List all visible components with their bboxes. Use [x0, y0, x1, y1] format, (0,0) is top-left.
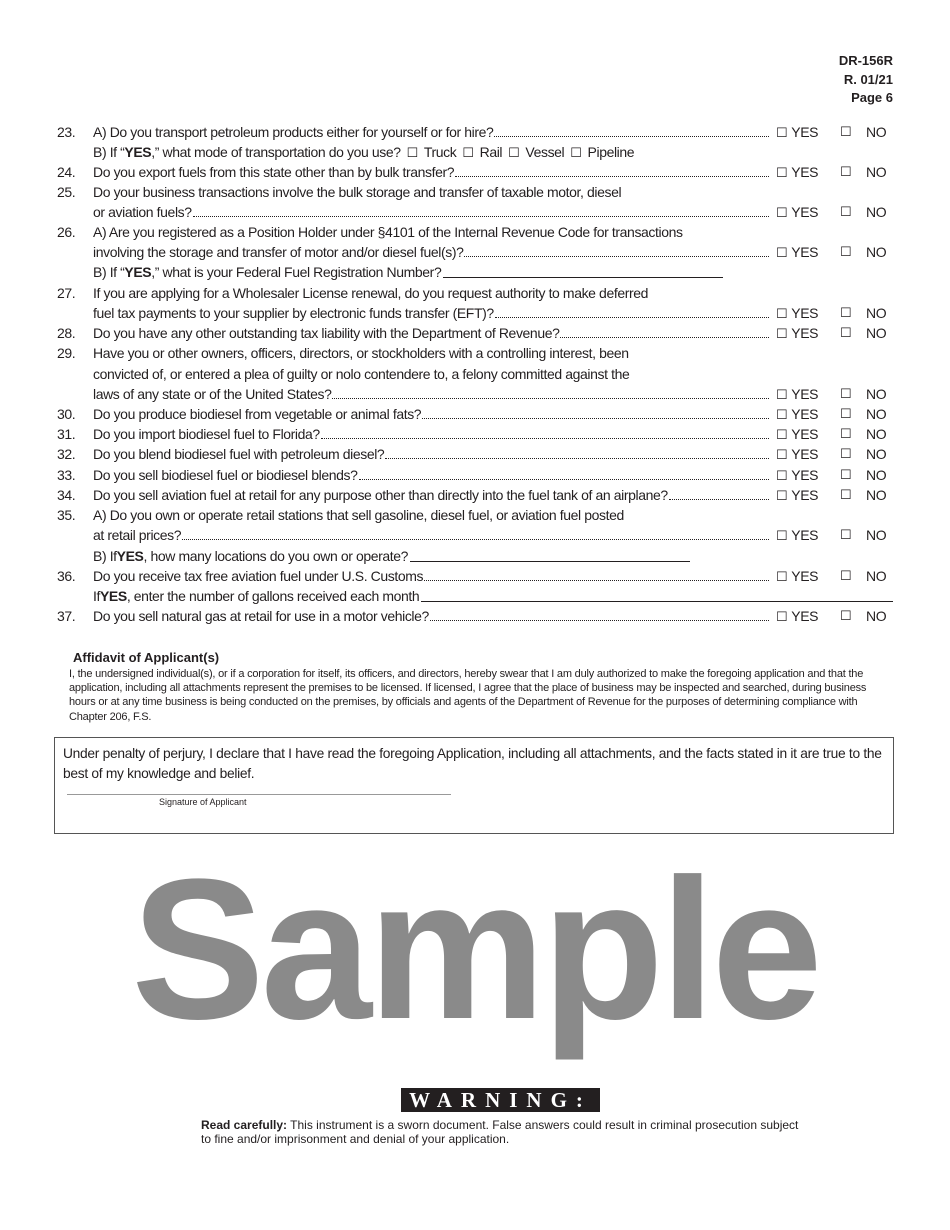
- yes-label: YES: [791, 487, 819, 503]
- no-label: NO: [866, 426, 887, 442]
- question-text-part: B) If: [93, 548, 117, 564]
- yes-label: YES: [791, 568, 819, 584]
- question-row: [0, 303, 950, 323]
- yes-checkbox-icon[interactable]: ☐: [776, 387, 788, 402]
- question-text: [93, 303, 770, 323]
- question-number: 28.: [57, 325, 76, 341]
- no-checkbox-icon[interactable]: ☐: [840, 608, 852, 623]
- question-text-part: Do you sell aviation fuel at retail for any purpose other than directly into the fuel tank of an airplane?: [93, 487, 668, 503]
- no-label: NO: [866, 164, 887, 180]
- question-text: [93, 546, 770, 566]
- dot-leader: [332, 384, 769, 399]
- question-text-part: B) If “: [93, 144, 125, 160]
- yes-option[interactable]: [776, 404, 818, 425]
- question-text-part: If you are applying for a Wholesaler License renewal, do you request authority to make deferred: [93, 285, 648, 301]
- no-label: NO: [866, 446, 887, 462]
- question-text-part: convicted of, or entered a plea of guilty or nolo contendere to, a felony committed against the: [93, 366, 630, 382]
- question-text: [93, 606, 770, 626]
- question-row: [0, 122, 950, 142]
- dot-leader: [669, 485, 769, 500]
- yes-label: YES: [791, 446, 819, 462]
- no-checkbox-icon[interactable]: ☐: [840, 204, 852, 219]
- no-checkbox-icon[interactable]: ☐: [840, 426, 852, 441]
- question-row: [0, 465, 950, 485]
- yes-option[interactable]: [776, 303, 818, 324]
- yes-label: YES: [791, 426, 819, 442]
- yes-option[interactable]: [776, 606, 818, 627]
- yes-checkbox-icon[interactable]: ☐: [776, 609, 788, 624]
- question-text-part: Do you blend biodiesel fuel with petroleum diesel?: [93, 446, 385, 462]
- question-text-part: Do you sell biodiesel fuel or biodiesel blends?: [93, 467, 358, 483]
- yes-option[interactable]: [776, 485, 818, 506]
- question-text-bold: YES: [124, 144, 152, 160]
- question-text: [93, 323, 770, 343]
- question-text-part: Do you export fuels from this state other than by bulk transfer?: [93, 164, 455, 180]
- question-row: [0, 525, 950, 545]
- question-text: [93, 444, 770, 464]
- mode-label: Truck: [423, 144, 457, 160]
- question-text-part: If: [93, 588, 100, 604]
- yes-option[interactable]: [776, 566, 818, 587]
- yes-option[interactable]: [776, 323, 818, 344]
- question-text-part: Do your business transactions involve the bulk storage and transfer of taxable motor, diesel: [93, 184, 622, 200]
- no-label: NO: [866, 244, 887, 260]
- question-text-part: laws of any state or of the United States?: [93, 386, 332, 402]
- answer-blank-field[interactable]: [421, 586, 893, 602]
- question-row: [0, 566, 950, 586]
- question-text-part: ,” what mode of transportation do you use?: [151, 144, 401, 160]
- question-row: [0, 364, 950, 384]
- checkbox-icon[interactable]: ☐: [570, 145, 582, 160]
- no-checkbox-icon[interactable]: ☐: [840, 164, 852, 179]
- question-text-part: , how many locations do you own or operate?: [143, 548, 409, 564]
- question-number: 23.: [57, 124, 76, 140]
- question-text-part: at retail prices?: [93, 527, 182, 543]
- question-row: [0, 606, 950, 626]
- checkbox-icon[interactable]: ☐: [508, 145, 520, 160]
- dot-leader: [495, 303, 769, 318]
- question-row: [0, 384, 950, 404]
- form-number: DR-156R: [838, 53, 893, 68]
- question-row: [0, 222, 950, 242]
- question-row: [0, 485, 950, 505]
- question-number: 29.: [57, 345, 76, 361]
- yes-checkbox-icon[interactable]: ☐: [776, 245, 788, 260]
- no-label: NO: [866, 386, 887, 402]
- question-text-part: Have you or other owners, officers, directors, or stockholders with a controlling interest, been: [93, 345, 629, 361]
- question-text: [93, 404, 770, 424]
- question-text: [93, 222, 770, 242]
- question-row: [0, 182, 950, 202]
- dot-leader: [494, 122, 769, 137]
- question-number: 25.: [57, 184, 76, 200]
- yes-label: YES: [791, 244, 819, 260]
- no-checkbox-icon[interactable]: ☐: [840, 325, 852, 340]
- question-row: [0, 323, 950, 343]
- yes-label: YES: [791, 608, 819, 624]
- question-row: [0, 404, 950, 424]
- yes-option[interactable]: [776, 424, 818, 445]
- form-header: [839, 52, 893, 108]
- yes-label: YES: [791, 527, 819, 543]
- yes-label: YES: [791, 305, 819, 321]
- checkbox-icon[interactable]: ☐: [406, 145, 418, 160]
- question-text: [93, 525, 770, 545]
- question-row: [0, 262, 950, 282]
- sample-watermark: Sample: [131, 838, 819, 1061]
- question-text-part: A) Do you own or operate retail stations that sell gasoline, diesel fuel, or aviation fuel posted: [93, 507, 624, 523]
- question-row: [0, 283, 950, 303]
- dot-leader: [455, 162, 769, 177]
- no-label: NO: [866, 487, 887, 503]
- question-number: 32.: [57, 446, 76, 462]
- question-row: [0, 162, 950, 182]
- question-text-part: or aviation fuels?: [93, 204, 192, 220]
- declaration-text: Under penalty of perjury, I declare that I have read the foregoing Application, including all attachments, and the facts stated in it are true to the best of my knowledge and belief.: [63, 746, 882, 781]
- question-number: 27.: [57, 285, 76, 301]
- yes-checkbox-icon[interactable]: ☐: [776, 468, 788, 483]
- question-text-part: fuel tax payments to your supplier by electronic funds transfer (EFT)?: [93, 305, 494, 321]
- question-row: [0, 343, 950, 363]
- question-text-part: Do you import biodiesel fuel to Florida?: [93, 426, 320, 442]
- dot-leader: [422, 404, 769, 419]
- mode-label: Rail: [479, 144, 503, 160]
- question-number: 37.: [57, 608, 76, 624]
- question-text: [93, 505, 770, 525]
- question-number: 31.: [57, 426, 76, 442]
- yes-checkbox-icon[interactable]: ☐: [776, 306, 788, 321]
- no-checkbox-icon[interactable]: ☐: [840, 467, 852, 482]
- no-label: NO: [866, 204, 887, 220]
- question-text: [93, 283, 770, 303]
- affidavit-text: I, the undersigned individual(s), or if a corporation for itself, its officers, and directors, hereby swear that I am duly authorized to make the foregoing application and that the application, including all attachments represent the premises to be licensed. If licensed, I agree that the place of business may be inspected and searched, during business hours or at any time business is being conducted on the premises, by officials and agents of the Department of Revenue for the purposes of determining compliance with Chapter 206, F.S.: [69, 668, 867, 723]
- question-text: [93, 384, 770, 404]
- no-label: NO: [866, 124, 887, 140]
- question-text-part: Do you produce biodiesel from vegetable or animal fats?: [93, 406, 422, 422]
- question-row: [0, 142, 950, 162]
- yes-label: YES: [791, 164, 819, 180]
- dot-leader: [424, 566, 769, 581]
- yes-option[interactable]: [776, 202, 818, 223]
- question-row: [0, 546, 950, 566]
- no-checkbox-icon[interactable]: ☐: [840, 244, 852, 259]
- no-label: NO: [866, 305, 887, 321]
- warning-lead: Read carefully:: [201, 1118, 288, 1132]
- question-text: [93, 465, 770, 485]
- question-text-part: ,” what is your Federal Fuel Registration Number?: [151, 264, 442, 280]
- no-label: NO: [866, 527, 887, 543]
- declaration-box: [54, 737, 894, 834]
- no-label: NO: [866, 467, 887, 483]
- answer-blank-field[interactable]: [410, 546, 690, 562]
- yes-checkbox-icon[interactable]: ☐: [776, 528, 788, 543]
- question-number: 34.: [57, 487, 76, 503]
- no-checkbox-icon[interactable]: ☐: [840, 386, 852, 401]
- yes-checkbox-icon[interactable]: ☐: [776, 125, 788, 140]
- question-row: [0, 242, 950, 262]
- question-text: [93, 485, 770, 505]
- question-text: [93, 364, 770, 384]
- question-text: [93, 262, 770, 282]
- yes-label: YES: [791, 124, 819, 140]
- mode-option-vessel[interactable]: [508, 142, 564, 163]
- question-text: [93, 242, 770, 262]
- question-text: [93, 162, 770, 182]
- dot-leader: [182, 525, 769, 540]
- no-checkbox-icon[interactable]: ☐: [840, 568, 852, 583]
- question-text: [93, 202, 770, 222]
- dot-leader: [430, 606, 769, 621]
- warning-text: [201, 1118, 801, 1146]
- question-row: [0, 424, 950, 444]
- no-label: NO: [866, 568, 887, 584]
- no-label: NO: [866, 406, 887, 422]
- no-label: NO: [866, 325, 887, 341]
- dot-leader: [464, 242, 769, 257]
- yes-checkbox-icon[interactable]: ☐: [776, 205, 788, 220]
- no-checkbox-icon[interactable]: ☐: [840, 487, 852, 502]
- yes-option[interactable]: [776, 122, 818, 143]
- yes-label: YES: [791, 325, 819, 341]
- yes-option[interactable]: [776, 465, 818, 486]
- question-text: [93, 566, 770, 586]
- yes-option[interactable]: [776, 525, 818, 546]
- question-text-part: A) Do you transport petroleum products either for yourself or for hire?: [93, 124, 494, 140]
- yes-option[interactable]: [776, 384, 818, 405]
- question-text: [93, 182, 770, 202]
- question-text: [93, 586, 893, 606]
- dot-leader: [321, 424, 769, 439]
- checkbox-icon[interactable]: ☐: [462, 145, 474, 160]
- question-row: [0, 444, 950, 464]
- question-row: [0, 505, 950, 525]
- question-number: 26.: [57, 224, 76, 240]
- question-text-part: Do you receive tax free aviation fuel under U.S. Customs: [93, 568, 424, 584]
- yes-label: YES: [791, 467, 819, 483]
- yes-checkbox-icon[interactable]: ☐: [776, 427, 788, 442]
- yes-checkbox-icon[interactable]: ☐: [776, 326, 788, 341]
- yes-checkbox-icon[interactable]: ☐: [776, 569, 788, 584]
- dot-leader: [560, 323, 769, 338]
- question-number: 36.: [57, 568, 76, 584]
- yes-option[interactable]: [776, 242, 818, 263]
- yes-checkbox-icon[interactable]: ☐: [776, 488, 788, 503]
- question-text-bold: YES: [116, 548, 144, 564]
- yes-checkbox-icon[interactable]: ☐: [776, 447, 788, 462]
- question-text-part: Do you sell natural gas at retail for use in a motor vehicle?: [93, 608, 429, 624]
- question-number: 24.: [57, 164, 76, 180]
- question-number: 30.: [57, 406, 76, 422]
- question-text: [93, 142, 770, 163]
- no-checkbox-icon[interactable]: ☐: [840, 124, 852, 139]
- question-text-part: involving the storage and transfer of motor and/or diesel fuel(s)?: [93, 244, 464, 260]
- no-label: NO: [866, 608, 887, 624]
- signature-line[interactable]: [67, 794, 451, 795]
- page-number: Page 6: [851, 90, 893, 105]
- no-checkbox-icon[interactable]: ☐: [840, 406, 852, 421]
- mode-option-truck[interactable]: [407, 142, 457, 163]
- affidavit-title: Affidavit of Applicant(s): [73, 650, 220, 665]
- question-text: [93, 424, 770, 444]
- question-row: [0, 202, 950, 222]
- dot-leader: [359, 465, 770, 480]
- yes-label: YES: [791, 204, 819, 220]
- yes-label: YES: [791, 406, 819, 422]
- question-text: [93, 343, 770, 363]
- no-checkbox-icon[interactable]: ☐: [840, 446, 852, 461]
- question-text-part: A) Are you registered as a Position Holder under §4101 of the Internal Revenue Code for transactions: [93, 224, 683, 240]
- warning-banner: WARNING:: [401, 1088, 600, 1112]
- no-checkbox-icon[interactable]: ☐: [840, 305, 852, 320]
- yes-checkbox-icon[interactable]: ☐: [776, 407, 788, 422]
- no-checkbox-icon[interactable]: ☐: [840, 527, 852, 542]
- mode-option-pipeline[interactable]: [570, 142, 634, 163]
- form-revision: R. 01/21: [843, 71, 893, 87]
- question-row: [0, 586, 950, 606]
- question-text: [93, 122, 770, 142]
- question-number: 33.: [57, 467, 76, 483]
- yes-option[interactable]: [776, 162, 818, 183]
- question-text-part: , enter the number of gallons received each month: [126, 588, 420, 604]
- warning-body: This instrument is a sworn document. False answers could result in criminal prosecution subject to fine and/or imprisonment and denial of your application.: [201, 1118, 799, 1146]
- dot-leader: [193, 202, 769, 217]
- yes-option[interactable]: [776, 444, 818, 465]
- yes-label: YES: [791, 386, 819, 402]
- question-text-bold: YES: [124, 264, 152, 280]
- mode-option-rail[interactable]: [462, 142, 502, 163]
- mode-label: Pipeline: [587, 144, 635, 160]
- mode-label: Vessel: [525, 144, 565, 160]
- question-text-bold: YES: [99, 588, 127, 604]
- question-number: 35.: [57, 507, 76, 523]
- signature-label: Signature of Applicant: [159, 797, 247, 807]
- question-text-part: B) If “: [93, 264, 125, 280]
- yes-checkbox-icon[interactable]: ☐: [776, 165, 788, 180]
- question-text-part: Do you have any other outstanding tax liability with the Department of Revenue?: [93, 325, 560, 341]
- answer-blank-field[interactable]: [443, 262, 723, 278]
- dot-leader: [385, 444, 769, 459]
